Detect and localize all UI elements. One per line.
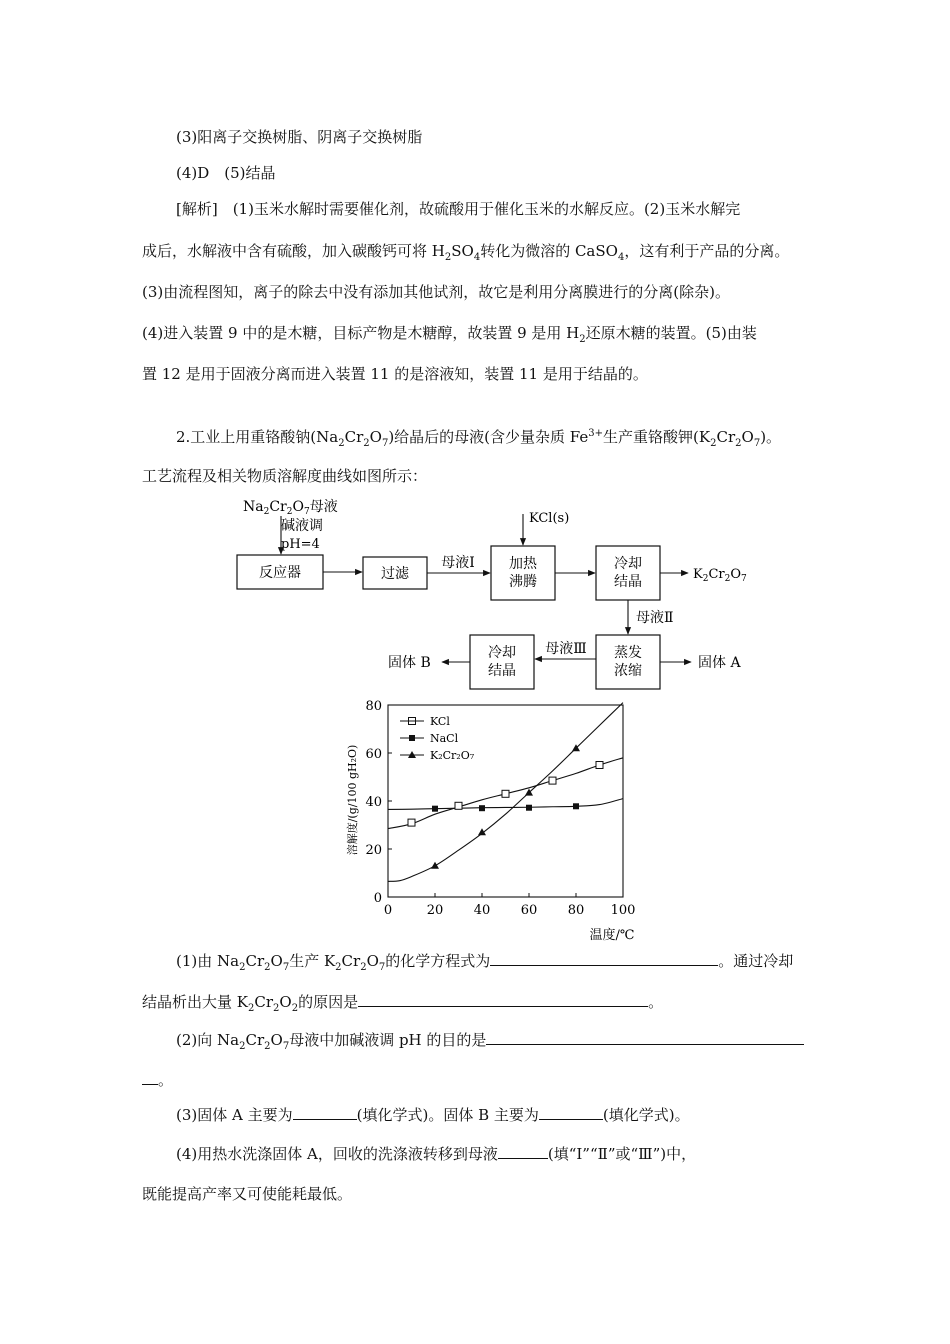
question-2-line-1: 2.工业上用重铬酸钠$(Na_2Cr_2O_7)$给晶后的母液(含少量杂质 $Fe^{3+}$生产重铬酸钾$(K_2Cr_2O_7)$。 xyxy=(176,428,782,449)
alkali-label: 碱液调 xyxy=(281,518,323,534)
x-tick-label: 20 xyxy=(426,903,444,918)
boil-label: 沸腾 xyxy=(509,574,537,590)
legend-label: K₂Cr₂O₇ xyxy=(430,749,475,762)
answer-blank-1b[interactable] xyxy=(358,992,648,1007)
feed-label: $Na_2Cr_2O_7$母液 xyxy=(243,499,338,517)
kcl-label: KCl(s) xyxy=(529,511,570,526)
evaporate-label: 蒸发 xyxy=(614,645,642,661)
analysis-line-4: (4)进入装置 9 中的是木糖，目标产物是木糖醇，故装置 9 是用 $H_2$还原木糖的装置。(5)由装 xyxy=(142,324,757,345)
product-label: $K_2Cr_2O_7$ xyxy=(693,567,747,584)
x-axis-label: 温度/℃ xyxy=(589,928,635,943)
answer-blank-1a[interactable] xyxy=(490,951,718,966)
data-point-0 xyxy=(596,762,603,769)
x-tick-label: 60 xyxy=(520,903,538,918)
answer-blank-4[interactable] xyxy=(498,1144,548,1159)
data-point-1 xyxy=(526,805,532,811)
y-tick-label: 80 xyxy=(365,699,382,714)
y-tick-label: 0 xyxy=(373,891,382,906)
x-tick-label: 80 xyxy=(567,903,585,918)
answer-blank-2b[interactable] xyxy=(142,1070,158,1085)
legend-label: NaCl xyxy=(430,732,459,745)
analysis-line-5: 置 12 是用于固液分离而进入装置 11 的是溶液知，装置 11 是用于结晶的。 xyxy=(142,365,648,383)
sub-question-2-line-1: (2)向 $Na_2Cr_2O_7$母液中加碱液调 pH 的目的是 xyxy=(176,1030,804,1050)
analysis-line-2: 成后，水解液中含有硫酸，加入碳酸钙可将 $H_2SO_4$转化为微溶的 CaSO$_4$，这有利于产品的分离。 xyxy=(142,242,790,263)
cool-crystallize-box-1 xyxy=(596,546,660,600)
analysis-line-3: (3)由流程图知，离子的除去中没有添加其他试剂，故它是利用分离膜进行的分离(除杂)。 xyxy=(142,283,730,301)
answer-4-5: (4)D (5)结晶 xyxy=(176,164,276,182)
heat-boil-box xyxy=(491,546,555,600)
mother-liquor-1-label: 母液Ⅰ xyxy=(441,555,475,571)
sub-question-3: (3)固体 A 主要为 (填化学式)。固体 B 主要为 (填化学式)。 xyxy=(176,1106,690,1124)
answer-blank-2a[interactable] xyxy=(486,1030,804,1045)
reactor-label: 反应器 xyxy=(259,565,301,581)
sub-question-1-line-2: 结晶析出大量 $K_2Cr_2O_2$的原因是 。 xyxy=(142,993,664,1014)
data-point-0 xyxy=(549,777,556,784)
y-tick-label: 40 xyxy=(365,795,382,810)
x-tick-label: 0 xyxy=(383,903,393,918)
x-tick-label: 100 xyxy=(610,903,636,918)
data-point-1 xyxy=(573,803,579,809)
y-axis-label: 溶解度/(g/100 gH₂O) xyxy=(346,744,359,856)
data-point-2 xyxy=(431,862,439,869)
answer-blank-3b[interactable] xyxy=(539,1105,603,1120)
data-point-1 xyxy=(432,806,438,812)
y-tick-label: 20 xyxy=(365,843,382,858)
plot-frame xyxy=(388,705,623,897)
cool-crystallize-box-2 xyxy=(470,635,534,689)
sub-question-1-line-1: (1)由 $Na_2Cr_2O_7$生产 $K_2Cr_2O_7$的化学方程式为 。通过冷却 xyxy=(176,952,794,973)
legend-label: KCl xyxy=(430,715,450,728)
evaporate-box xyxy=(596,635,660,689)
filter-label: 过滤 xyxy=(381,566,409,582)
y-tick-label: 60 xyxy=(365,747,382,762)
heat-label: 加热 xyxy=(509,556,537,572)
crystallize-label-1: 结晶 xyxy=(614,574,642,590)
data-point-0 xyxy=(502,790,509,797)
sub-question-4-line-1: (4)用热水洗涤固体 A，回收的洗涤液转移到母液 (填“Ⅰ”“Ⅱ”或“Ⅲ”)中， xyxy=(176,1145,697,1163)
concentrate-label: 浓缩 xyxy=(614,663,642,679)
sub-question-4-line-2: 既能提高产率又可使能耗最低。 xyxy=(142,1185,353,1203)
data-point-0 xyxy=(455,802,462,809)
mother-liquor-3-label: 母液Ⅲ xyxy=(545,641,587,657)
cool-label-1: 冷却 xyxy=(614,556,642,572)
solubility-chart xyxy=(330,690,650,950)
series-line-1 xyxy=(388,799,623,810)
mother-liquor-2-label: 母液Ⅱ xyxy=(636,610,674,626)
ph-label: pH=4 xyxy=(281,537,320,552)
analysis-line-1: [解析] (1)玉米水解时需要催化剂，故硫酸用于催化玉米的水解反应。(2)玉米水解完 xyxy=(176,200,741,218)
solid-a-label: 固体 A xyxy=(698,655,741,671)
crystallize-label-2: 结晶 xyxy=(488,663,516,679)
solid-b-label: 固体 B xyxy=(388,655,431,671)
question-2-line-2: 工艺流程及相关物质溶解度曲线如图所示： xyxy=(142,467,428,485)
x-tick-label: 40 xyxy=(473,903,491,918)
data-point-0 xyxy=(408,819,415,826)
answer-3: (3)阳离子交换树脂、阴离子交换树脂 xyxy=(176,128,423,146)
cool-label-2: 冷却 xyxy=(488,645,516,661)
sub-question-2-line-2: 。 xyxy=(142,1070,173,1090)
data-point-1 xyxy=(479,805,485,811)
answer-blank-3a[interactable] xyxy=(293,1105,357,1120)
